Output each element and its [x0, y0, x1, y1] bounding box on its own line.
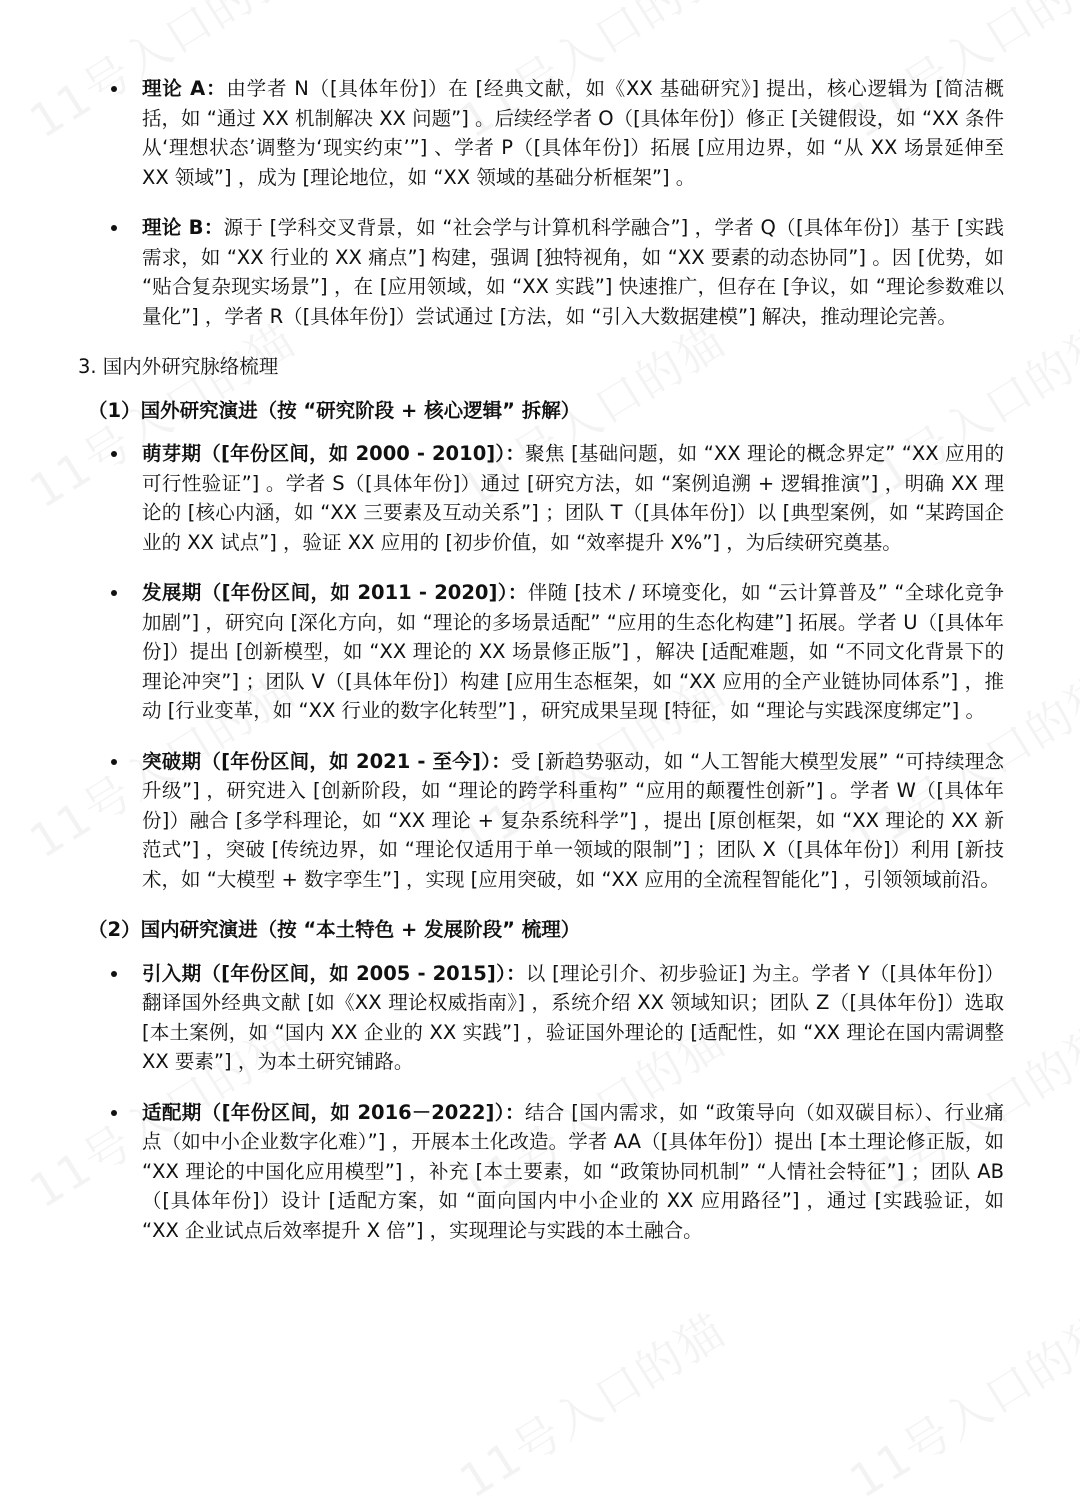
- item-lead: 萌芽期（[年份区间，如 2000 - 2010]）：: [142, 442, 526, 465]
- item-text: 源于 [学科交叉背景，如 “社会学与计算机科学融合”] ，学者 Q（[具体年份]）基于 [实践需求，如 “XX 行业的 XX 痛点”] 构建，强调 [独特视角，如 “XX 要素的动态协同”] 。因 [优势，如 “贴合复杂现实场景”] ，在 [应用领域，如 “XX 实践”] 快速推广，但存在 [争议，如 “理论参数难以量化”] ，学者 R（[具体年份]）尝试通过 [方法，如 “引入大数据建模”] 解决，推动理论完善。: [142, 216, 1004, 328]
- watermark: [445, 1295, 737, 1511]
- list-item: [142, 213, 1004, 331]
- item-lead: 发展期（[年份区间，如 2011 - 2020]）：: [142, 581, 528, 604]
- item-lead: 理论 A：: [142, 77, 227, 100]
- list-item: [142, 747, 1004, 895]
- domestic-research-list: [0, 959, 1080, 1246]
- bullet-dot: [111, 759, 117, 765]
- foreign-research-list: [0, 439, 1080, 894]
- bullet-dot: [111, 451, 117, 457]
- item-text: 伴随 [技术 / 环境变化，如 “云计算普及” “全球化竞争加剧”] ，研究向 [深化方向，如 “理论的多场景适配” “应用的生态化构建”] 拓展。学者 U（[具体年份]）提出 [创新模型，如 “XX 理论的 XX 场景修正版”] ，解决 [适配难题，如 “不同文化背景下的理论冲突”] ；团队 V（[具体年份]）构建 [应用生态框架，如 “XX 应用的全产业链协同体系”] ，推动 [行业变革，如 “XX 行业的数字化转型”] ，研究成果呈现 [特征，如 “理论与实践深度绑定”] 。: [142, 581, 1004, 722]
- section-heading: 3. 国内外研究脉络梳理: [78, 355, 279, 378]
- list-item: [142, 959, 1004, 1077]
- item-text: 以 [理论引介、初步验证] 为主。学者 Y（[具体年份]）翻译国外经典文献 [如《XX 理论权威指南》] ，系统介绍 XX 领域知识；团队 Z（[具体年份]）选取 [本土案例，如 “国内 XX 企业的 XX 实践”] ，验证国外理论的 [适配性，如 “XX 理论在国内需调整 XX 要素”] ，为本土研究铺路。: [142, 961, 1004, 1073]
- item-text: 受 [新趋势驱动，如 “人工智能大模型发展” “可持续理念升级”] ，研究进入 [创新阶段，如 “理论的跨学科重构” “应用的颠覆性创新”] 。学者 W（[具体年份]）融合 [多学科理论，如 “XX 理论 + 复杂系统科学”] ，提出 [原创框架，如 “XX 理论的 XX 新范式”] ，突破 [传统边界，如 “理论仅适用于单一领域的限制”] ；团队 X（[具体年份]）利用 [新技术，如 “大模型 + 数字孪生”] ，实现 [应用突破，如 “XX 应用的全流程智能化”] ，引领领域前沿。: [142, 749, 1004, 891]
- item-text: 由学者 N（[具体年份]）在 [经典文献，如《XX 基础研究》] 提出，核心逻辑为 [简洁概括，如 “通过 XX 机制解决 XX 问题”] 。后续经学者 O（[具体年份]）修正 [关键假设，如 “XX 条件从‘理想状态’调整为‘现实约束’”] 、学者 P（[具体年份]）拓展 [应用边界，如 “从 XX 场景延伸至 XX 领域”] ，成为 [理论地位，如 “XX 领域的基础分析框架”] 。: [142, 77, 1004, 189]
- document-body: [0, 74, 1080, 1266]
- watermark: [835, 1295, 1080, 1511]
- subsection-heading: （2）国内研究演进（按 “本土特色 + 发展阶段” 梳理）: [88, 918, 581, 941]
- list-item: [142, 1098, 1004, 1246]
- bullet-dot: [111, 225, 117, 231]
- bullet-dot: [111, 590, 117, 596]
- list-item: [142, 578, 1004, 726]
- item-text: 结合 [国内需求，如 “政策导向（如双碳目标）、行业痛点（如中小企业数字化难）”] ，开展本土化改造。学者 AA（[具体年份]）提出 [本土理论修正版，如 “XX 理论的中国化应用模型”] ，补充 [本土要素，如 “政策协同机制” “人情社会特征”] ；团队 AB（[具体年份]）设计 [适配方案，如 “面向国内中小企业的 XX 应用路径”] ，通过 [实践验证，如 “XX 企业试点后效率提升 X 倍”] ，实现理论与实践的本土融合。: [142, 1100, 1004, 1242]
- bullet-dot: [111, 1110, 117, 1116]
- subsection-heading: （1）国外研究演进（按 “研究阶段 + 核心逻辑” 拆解）: [88, 398, 581, 422]
- item-lead: 突破期（[年份区间，如 2021 - 至今]）：: [142, 749, 512, 773]
- list-item: [142, 439, 1004, 557]
- list-item: [142, 74, 1004, 192]
- theory-list: [0, 74, 1080, 331]
- bullet-dot: [111, 971, 117, 977]
- item-lead: 适配期（[年份区间，如 2016－2022]）：: [142, 1100, 525, 1124]
- item-lead: 引入期（[年份区间，如 2005 - 2015]）：: [142, 961, 526, 985]
- item-text: 聚焦 [基础问题，如 “XX 理论的概念界定” “XX 应用的可行性验证”] 。学者 S（[具体年份]）通过 [研究方法，如 “案例追溯 + 逻辑推演”] ，明确 XX 理论的 [核心内涵，如 “XX 三要素及互动关系”] ；团队 T（[具体年份]）以 [典型案例，如 “某跨国企业的 XX 试点”] ，验证 XX 应用的 [初步价值，如 “效率提升 X%”] ，为后续研究奠基。: [142, 442, 1004, 554]
- item-lead: 理论 B：: [142, 216, 224, 239]
- bullet-dot: [111, 86, 117, 92]
